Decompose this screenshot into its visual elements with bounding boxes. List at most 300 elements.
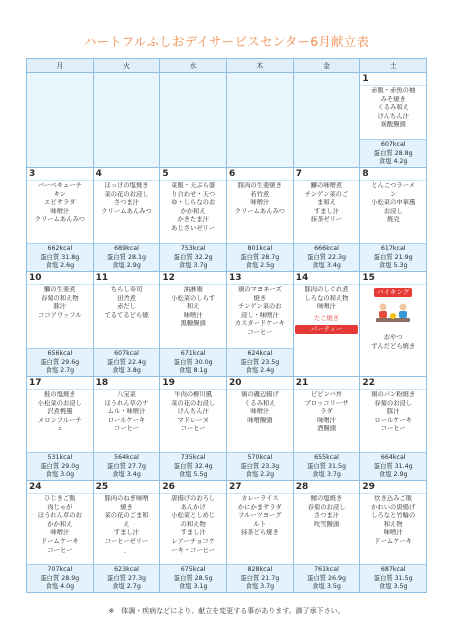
- menu-item: 沢煮椀風: [47, 408, 73, 416]
- menu-item: ほうれん草のお: [37, 512, 82, 520]
- menu-item: コーヒー: [380, 425, 406, 433]
- nutrition-protein: 蛋白質 28.5g: [173, 574, 213, 582]
- day-number: 7: [294, 168, 360, 181]
- menu-item: 味噌汁: [317, 416, 336, 424]
- menu-list: [294, 390, 360, 435]
- menu-list: [27, 181, 93, 226]
- nutrition-salt: 食塩 3.1g: [178, 582, 208, 590]
- week-row: [27, 481, 427, 593]
- menu-item: ラダ: [320, 408, 333, 416]
- day-cell: [27, 272, 94, 377]
- menu-item: 鶏の磯辺揚げ: [240, 391, 279, 398]
- menu-item: しろなの和え物: [304, 294, 349, 302]
- nutrition-box: [294, 564, 360, 592]
- day-cell: [27, 73, 94, 168]
- menu-item: くるみ和え: [244, 399, 276, 407]
- day-number: 6: [227, 168, 293, 181]
- viking-badge: バイキング: [374, 288, 412, 297]
- day-cell: [294, 481, 361, 593]
- menu-item: 焼き: [253, 294, 267, 302]
- menu-calendar: [26, 58, 427, 593]
- nutrition-kcal: 624kcal: [247, 350, 273, 358]
- menu-item: ほっけの塩焼き: [104, 182, 149, 189]
- day-cell: [360, 377, 427, 481]
- nutrition-salt: 食塩 3.7g: [178, 261, 208, 269]
- day-cell: [294, 377, 361, 481]
- weekday-3: 木: [227, 59, 294, 73]
- menu-list: [360, 285, 426, 352]
- menu-item: 菜飯・天ぷら盛: [171, 182, 216, 189]
- nutrition-protein: 蛋白質 30.0g: [173, 358, 213, 366]
- nutrition-protein: 蛋白質 32.4g: [173, 462, 213, 470]
- nutrition-protein: 蛋白質 23.3g: [240, 462, 280, 470]
- menu-item: 小松菜の中華風: [371, 199, 416, 207]
- day-cell: [294, 73, 361, 168]
- menu-item: 豚肉のねぎ味噌: [104, 495, 149, 502]
- menu-item: コーヒー: [114, 425, 139, 433]
- menu-item: 鶏のパン粉焼き: [371, 391, 416, 398]
- nutrition-salt: 食塩 2.2g: [245, 470, 275, 478]
- nutrition-protein: 蛋白質 27.3g: [107, 574, 146, 582]
- day-cell: [160, 73, 227, 168]
- menu-list: [160, 181, 226, 235]
- nutrition-kcal: 656kcal: [47, 350, 73, 358]
- nutrition-kcal: 801kcal: [247, 245, 273, 253]
- nutrition-box: [160, 452, 226, 480]
- weekday-4: 金: [294, 59, 361, 73]
- nutrition-protein: 蛋白質 29.6g: [40, 358, 80, 366]
- menu-item: お浸し: [383, 207, 403, 215]
- week-row: [27, 272, 427, 377]
- nutrition-protein: 蛋白質 28.8g: [373, 149, 413, 157]
- menu-item: 味噌汁: [250, 199, 270, 207]
- menu-item: ずんだどら焼き: [371, 342, 416, 350]
- nutrition-salt: 食塩 2.5g: [245, 261, 275, 269]
- day-number: 29: [360, 481, 426, 494]
- nutrition-salt: 食塩 3.4g: [312, 261, 341, 269]
- day-number: 14: [294, 272, 360, 285]
- nutrition-kcal: 671kcal: [180, 350, 206, 358]
- day-cell: [94, 168, 161, 272]
- nutrition-kcal: 531kcal: [47, 454, 73, 462]
- nutrition-kcal: 687kcal: [380, 566, 406, 574]
- menu-item: 酒饅頭: [317, 425, 336, 433]
- menu-item: メロンフルーチ: [37, 416, 82, 424]
- menu-list: [27, 285, 93, 321]
- nutrition-salt: 食塩 3.4g: [112, 470, 141, 478]
- menu-item: ちらし寿司: [110, 286, 143, 293]
- week-row: [27, 377, 427, 481]
- menu-item: 抹茶どら焼き: [240, 529, 279, 537]
- day-number: 4: [94, 168, 160, 181]
- day-number: 26: [160, 481, 226, 494]
- menu-list: [160, 390, 226, 435]
- day-cell: [160, 168, 227, 272]
- nutrition-kcal: 564kcal: [114, 454, 139, 462]
- menu-item: ビビンバ丼: [311, 391, 343, 398]
- nutrition-protein: 蛋白質 28.9g: [40, 574, 80, 582]
- day-cell: [160, 481, 227, 593]
- day-cell: [227, 377, 294, 481]
- day-number: 12: [160, 272, 226, 285]
- menu-item: バーベキューチ: [37, 182, 82, 189]
- weekday-2: 水: [160, 59, 227, 73]
- day-cell: [227, 272, 294, 377]
- menu-item: フルーツヨーグ: [238, 512, 282, 520]
- day-number: 24: [27, 481, 93, 494]
- nutrition-kcal: 689kcal: [114, 245, 139, 253]
- menu-item: コーヒー: [47, 546, 73, 554]
- menu-item: ーキ・コーヒー: [171, 546, 216, 554]
- menu-list: [360, 390, 426, 435]
- menu-list: [294, 494, 360, 530]
- day-number: 27: [227, 481, 293, 494]
- day-cell: [94, 481, 161, 593]
- menu-item: チンゲン菜のご: [304, 190, 349, 198]
- nutrition-protein: 蛋白質 32.2g: [173, 253, 213, 261]
- menu-item: すまし汁: [313, 207, 340, 215]
- nutrition-salt: 食塩 5.5g: [178, 470, 208, 478]
- nutrition-box: [27, 243, 93, 271]
- menu-item: 豚肉のしぐれ煮: [304, 286, 349, 293]
- menu-item: ドームケーキ: [374, 537, 413, 545]
- nutrition-protein: 蛋白質 31.5g: [307, 462, 346, 470]
- nutrition-protein: 蛋白質 26.9g: [307, 574, 346, 582]
- day-number: 3: [27, 168, 93, 181]
- menu-list: [94, 494, 160, 556]
- menu-item: 味噌汁: [383, 529, 403, 537]
- menu-item: 吹雪饅頭: [313, 520, 340, 528]
- menu-item: ドームケーキ: [40, 537, 79, 545]
- nutrition-salt: 食塩 2.9g: [112, 261, 141, 269]
- nutrition-salt: 食塩 8.1g: [178, 366, 208, 374]
- menu-item: 豚汁: [53, 303, 67, 311]
- menu-item: 豚肉の生姜焼き: [237, 182, 282, 189]
- menu-item: 鮭の塩焼き: [44, 391, 76, 398]
- weekday-5: 土: [360, 59, 427, 73]
- menu-item: 牛肉の柳川風: [174, 391, 213, 398]
- day-cell: [160, 377, 227, 481]
- nutrition-protein: 蛋白質 22.4g: [107, 358, 146, 366]
- menu-item: かれいの唐揚げ: [371, 503, 416, 511]
- week-row: [27, 73, 427, 168]
- menu-item: 小松菜のしらす: [171, 294, 216, 302]
- nutrition-kcal: 655kcal: [314, 454, 339, 462]
- nutrition-kcal: 675kcal: [180, 566, 206, 574]
- menu-item: り合わせ・天つ: [171, 190, 216, 198]
- menu-item: 小松菜のお浸し: [37, 399, 82, 407]
- menu-item: さつま汁: [313, 512, 340, 520]
- day-cell: [27, 481, 94, 593]
- menu-item: ルト: [253, 520, 267, 528]
- day-cell: [227, 168, 294, 272]
- menu-item: 、: [123, 546, 130, 554]
- nutrition-protein: 蛋白質 23.5g: [240, 358, 280, 366]
- menu-item: 味噌汁: [50, 207, 70, 215]
- menu-item: ェ: [56, 425, 63, 433]
- menu-item: ま和え: [317, 199, 336, 207]
- menu-item: 炭酸饅頭: [380, 121, 406, 129]
- menu-list: [227, 390, 293, 426]
- menu-list: [160, 285, 226, 330]
- menu-item: コーヒー: [247, 328, 273, 336]
- page-title: ハートフルふしおデイサービスセンター6月献立表: [83, 34, 370, 49]
- menu-item: クリームあんみつ: [34, 216, 85, 224]
- menu-item: ムル・味噌汁: [107, 408, 146, 416]
- menu-item: ココアワッフル: [38, 311, 82, 319]
- menu-item: エビサラダ: [44, 199, 76, 207]
- nutrition-kcal: 617kcal: [380, 245, 406, 253]
- nutrition-salt: 食塩 3.7g: [312, 470, 341, 478]
- nutrition-salt: 食塩 2.4g: [245, 366, 275, 374]
- day-number: 25: [94, 481, 160, 494]
- nutrition-protein: 蛋白質 21.7g: [240, 574, 280, 582]
- nutrition-box: [360, 452, 426, 480]
- nutrition-box: [360, 139, 426, 167]
- menu-item: コーヒー: [180, 425, 206, 433]
- menu-list: [94, 285, 160, 321]
- nutrition-box: [294, 452, 360, 480]
- nutrition-kcal: 662kcal: [47, 245, 73, 253]
- menu-item: 鶏のマヨネーズ: [237, 286, 282, 293]
- menu-list: [294, 285, 360, 335]
- day-cell: [160, 272, 227, 377]
- menu-item: ロールケーキ: [107, 416, 146, 424]
- menu-list: [94, 390, 160, 435]
- nutrition-protein: 蛋白質 28.7g: [240, 253, 280, 261]
- menu-item: すまし汁: [180, 529, 206, 537]
- nutrition-kcal: 761kcal: [314, 566, 339, 574]
- menu-item: あんかけ: [180, 503, 206, 511]
- day-cell: [294, 272, 361, 377]
- day-number: 13: [227, 272, 293, 285]
- nutrition-box: [360, 243, 426, 271]
- day-cell: [360, 168, 427, 272]
- day-number: 17: [27, 377, 93, 390]
- menu-list: [227, 494, 293, 539]
- nutrition-salt: 食塩 4.0g: [45, 582, 75, 590]
- day-cell: [360, 272, 427, 377]
- menu-item: ロールケーキ: [374, 416, 412, 424]
- menu-item: 八宝菜: [117, 391, 136, 398]
- nutrition-box: [27, 452, 93, 480]
- nutrition-box: [360, 564, 426, 592]
- menu-item: チンゲン菜のお: [238, 303, 282, 311]
- nutrition-kcal: 664kcal: [380, 454, 406, 462]
- nutrition-box: [94, 564, 160, 592]
- nutrition-salt: 食塩 4.2g: [378, 157, 408, 165]
- nutrition-box: [227, 243, 293, 271]
- menu-item: レアーチョコケ: [171, 537, 216, 545]
- menu-item: 春菊のお浸し: [374, 399, 413, 407]
- day-cell: [94, 272, 161, 377]
- nutrition-kcal: 623kcal: [114, 566, 139, 574]
- day-cell: [360, 73, 427, 168]
- buffet-illustration-icon: [374, 302, 412, 324]
- menu-list: [294, 181, 360, 226]
- footnote: ※ 体調・疾病などにより、献立を変更する事があります。御了承下さい。: [108, 607, 345, 615]
- menu-item: クリームあんみつ: [101, 207, 152, 215]
- menu-list: [360, 86, 426, 131]
- menu-item: カレーライス: [241, 495, 279, 502]
- weekday-header: [27, 59, 427, 73]
- menu-item: かか和え: [180, 207, 206, 215]
- nutrition-box: [294, 243, 360, 271]
- menu-item: 焼売: [386, 216, 400, 224]
- day-cell: [227, 481, 294, 593]
- menu-item: 豚汁: [386, 408, 400, 416]
- nutrition-box: [94, 452, 160, 480]
- nutrition-protein: 蛋白質 31.5g: [373, 574, 413, 582]
- day-number: 10: [27, 272, 93, 285]
- nutrition-box: [160, 243, 226, 271]
- menu-item: ひじきご飯: [44, 495, 76, 502]
- menu-item: かか和え: [47, 520, 73, 528]
- menu-item: ゆ・しらなのお: [171, 199, 216, 207]
- day-number: 21: [294, 377, 360, 390]
- nutrition-protein: 蛋白質 21.9g: [373, 253, 413, 261]
- nutrition-salt: 食塩 2.6g: [45, 261, 75, 269]
- day-cell: [94, 377, 161, 481]
- day-cell: [294, 168, 361, 272]
- nutrition-box: [94, 243, 160, 271]
- menu-item: コーヒーゼリー: [104, 537, 149, 545]
- menu-item: くるみ和え: [377, 104, 409, 112]
- nutrition-salt: 食塩 3.5g: [378, 582, 408, 590]
- menu-item: え: [123, 520, 130, 528]
- nutrition-salt: 食塩 2.7g: [112, 582, 141, 590]
- menu-item: さつま汁: [113, 199, 140, 207]
- menu-item: 炊き込みご飯: [374, 495, 413, 502]
- menu-item: 若竹煮: [250, 190, 270, 198]
- menu-list: [27, 390, 93, 435]
- menu-item: 小松菜としめじ: [171, 512, 216, 520]
- nutrition-box: [27, 564, 93, 592]
- menu-item: 味噌汁: [317, 303, 336, 311]
- nutrition-box: [227, 564, 293, 592]
- nutrition-box: [27, 348, 93, 376]
- day-number: 22: [360, 377, 426, 390]
- menu-item: 菜の花のお浸し: [171, 399, 216, 407]
- menu-item: 鰤の生姜煮: [44, 286, 76, 293]
- menu-item: かきたま汁: [177, 216, 209, 224]
- weekday-1: 火: [94, 59, 161, 73]
- menu-item: 肉じゃが: [47, 503, 73, 511]
- menu-item: 油淋鶏: [183, 286, 203, 293]
- nutrition-protein: 蛋白質 31.8g: [40, 253, 80, 261]
- menu-item: 菜の花のお浸し: [104, 190, 149, 198]
- nutrition-salt: 食塩 2.7g: [45, 366, 75, 374]
- nutrition-kcal: 666kcal: [314, 245, 339, 253]
- nutrition-protein: 蛋白質 29.0g: [40, 462, 80, 470]
- menu-item: とんこつラーメ: [371, 182, 416, 189]
- menu-item: 味噌汁: [250, 408, 270, 416]
- week-row: [27, 168, 427, 272]
- menu-item: 抹茶ゼリー: [310, 216, 343, 224]
- nutrition-kcal: 753kcal: [180, 245, 206, 253]
- day-cell: [227, 73, 294, 168]
- nutrition-protein: 蛋白質 22.3g: [307, 253, 346, 261]
- nutrition-kcal: 570kcal: [247, 454, 273, 462]
- menu-item: 鯖の塩焼き: [310, 495, 343, 502]
- day-number: 5: [160, 168, 226, 181]
- menu-list: [227, 181, 293, 217]
- takoyaki-event: たこ焼き: [313, 314, 340, 322]
- menu-item: 赤飯・赤魚の柚: [371, 87, 416, 94]
- day-cell: [94, 73, 161, 168]
- menu-item: 菜の花のごま和: [104, 512, 149, 520]
- day-number: 1: [360, 73, 426, 86]
- nutrition-kcal: 735kcal: [180, 454, 206, 462]
- nutrition-salt: 食塩 2.9g: [378, 470, 408, 478]
- weekday-0: 月: [27, 59, 94, 73]
- menu-item: かにかまサラダ: [237, 503, 282, 511]
- day-cell: [27, 168, 94, 272]
- nutrition-salt: 食塩 3.7g: [245, 582, 275, 590]
- day-number: 18: [94, 377, 160, 390]
- menu-item: しろなと竹輪の: [371, 512, 416, 520]
- menu-item: 黒糖饅頭: [180, 320, 206, 328]
- menu-item: 春菊の和え物: [40, 294, 79, 302]
- menu-item: あじさいゼリー: [171, 224, 216, 232]
- day-number: 28: [294, 481, 360, 494]
- menu-item: 唐揚げのおろし: [171, 495, 216, 502]
- menu-list: [94, 181, 160, 217]
- menu-item: カスタードケーキ: [234, 320, 285, 328]
- menu-item: ほうれん草のナ: [104, 399, 149, 407]
- menu-item: 浸し・味噌汁: [240, 311, 279, 319]
- nutrition-box: [227, 452, 293, 480]
- nutrition-kcal: 607kcal: [380, 141, 406, 149]
- menu-list: [227, 285, 293, 339]
- nutrition-salt: 食塩 3.5g: [312, 582, 341, 590]
- menu-item: みそ焼き: [380, 95, 406, 103]
- menu-item: キン: [53, 190, 67, 198]
- menu-item: てるてるどら焼: [104, 311, 149, 319]
- menu-list: [160, 494, 226, 556]
- nutrition-protein: 蛋白質 27.7g: [107, 462, 146, 470]
- menu-item: けんちん汁: [177, 408, 209, 416]
- menu-item: 味噌汁: [183, 311, 203, 319]
- nutrition-kcal: 828kcal: [247, 566, 273, 574]
- day-cell: [360, 481, 427, 593]
- nutrition-salt: 食塩 3.0g: [45, 470, 75, 478]
- menu-item: 赤だし: [117, 303, 136, 311]
- menu-item: ブロッコリーサ: [304, 399, 349, 407]
- menu-list: [360, 181, 426, 226]
- day-number: 15: [360, 272, 426, 285]
- nutrition-kcal: 607kcal: [114, 350, 139, 358]
- party-badge: パーティー: [295, 325, 359, 334]
- menu-item: クリームあんみつ: [234, 207, 285, 215]
- menu-item: ン: [390, 190, 397, 198]
- menu-item: マドレーヌ: [177, 416, 209, 424]
- menu-item: の和え物: [180, 520, 206, 528]
- day-number: 8: [360, 168, 426, 181]
- day-number: 11: [94, 272, 160, 285]
- day-cell: [27, 377, 94, 481]
- menu-item: 和え: [186, 303, 200, 311]
- nutrition-protein: 蛋白質 28.1g: [107, 253, 146, 261]
- menu-item: けんちん汁: [377, 112, 409, 120]
- nutrition-salt: 食塩 3.8g: [112, 366, 141, 374]
- nutrition-box: [227, 348, 293, 376]
- menu-item: 焼き: [120, 503, 133, 511]
- nutrition-kcal: 707kcal: [47, 566, 73, 574]
- nutrition-protein: 蛋白質 31.4g: [373, 462, 413, 470]
- day-number: 19: [160, 377, 226, 390]
- menu-item: すまし汁: [113, 529, 140, 537]
